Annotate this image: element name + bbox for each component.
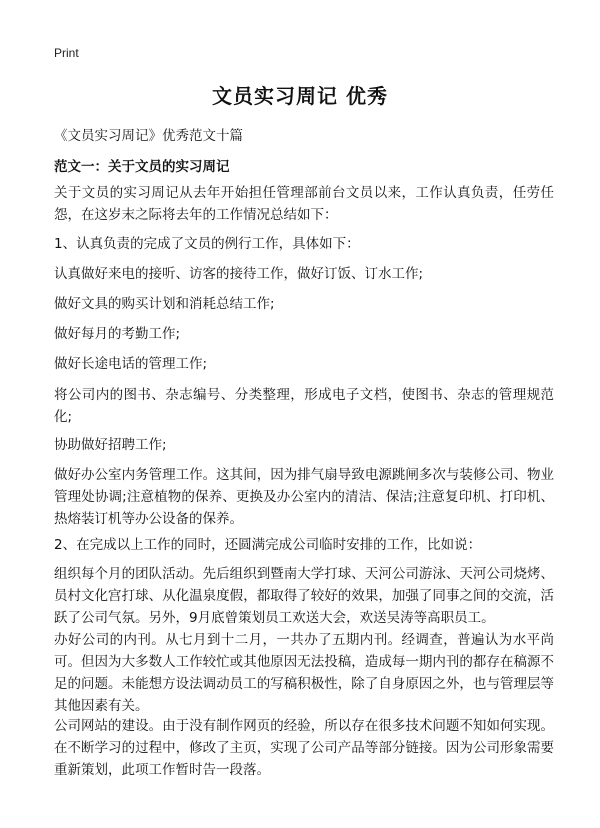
- paragraph-item-2: 2、在完成以上工作的同时，还圆满完成公司临时安排的工作，比如说：: [54, 537, 482, 553]
- print-label: Print: [54, 46, 79, 60]
- paragraph-attendance: 做好每月的考勤工作;: [54, 326, 181, 342]
- paragraph-office: 做好办公室内务管理工作。这其间，因为排气扇导致电源跳闸多次与装修公司、物业管理处协调;注意植物的保养、更换及办公室内的清洁、保洁;注意复印机、打印机、热熔装订机等办公设备的保养。: [54, 467, 554, 527]
- paragraph-newsletter: 办好公司的内刊。从七月到十二月，一共办了五期内刊。经调查，普遍认为水平尚可。但因为大多数人工作较忙或其他原因无法投稿，造成每一期内刊的都存在稿源不足的问题。未能想方设法调动员工的写稿积极性，除了自身原因之外，也与管理层等其他因素有关。: [54, 632, 554, 714]
- paragraph-stationery: 做好文具的购买计划和消耗总结工作;: [54, 296, 275, 312]
- document-title: 文员实习周记 优秀: [212, 84, 388, 108]
- paragraph-item-1: 1、认真负责的完成了文员的例行工作，具体如下：: [54, 236, 360, 252]
- paragraph-longdistance: 做好长途电话的管理工作;: [54, 356, 208, 372]
- document-subtitle: 《文员实习周记》优秀范文十篇: [54, 128, 243, 144]
- paragraph-team: 组织每个月的团队活动。先后组织到暨南大学打球、天河公司游泳、天河公司烧烤、员村文化宫打球、从化温泉度假，都取得了较好的效果，加强了同事之间的交流，活跃了公司气氛。另外，9月底曾策划员工欢送大会，欢送吴涛等高职员工。: [54, 566, 554, 626]
- paragraph-website: 公司网站的建设。由于没有制作网页的经验，所以存在很多技术问题不知如何实现。在不断学习的过程中，修改了主页，实现了公司产品等部分链接。因为公司形象需要重新策划，此项工作暂时告一段落。: [54, 718, 554, 778]
- paragraph-recruit: 协助做好招聘工作;: [54, 437, 167, 453]
- paragraph-intro: 关于文员的实习周记从去年开始担任管理部前台文员以来，工作认真负责，任劳任怨，在这岁末之际将去年的工作情况总结如下：: [54, 185, 554, 223]
- paragraph-library: 将公司内的图书、杂志编号、分类整理，形成电子文档，使图书、杂志的管理规范化;: [54, 387, 554, 425]
- section-heading: 范文一：关于文员的实习周记: [54, 159, 230, 175]
- paragraph-phone: 认真做好来电的接听、访客的接待工作，做好订饭、订水工作;: [54, 266, 424, 282]
